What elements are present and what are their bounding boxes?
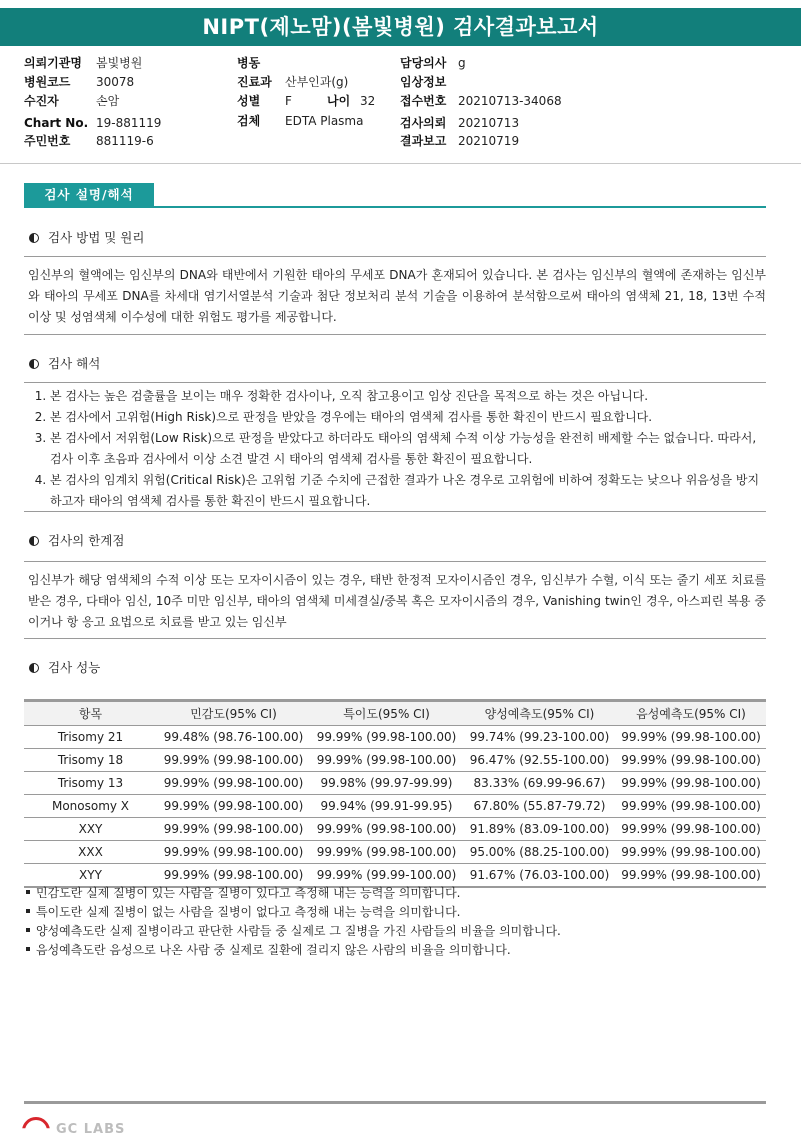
bullet-icon [26, 947, 30, 951]
method-text: 임신부의 혈액에는 임신부의 DNA와 태반에서 기원한 태아의 무세포 DNA가 혼재되어 있습니다. 본 검사는 임신부의 혈액에 존재하는 임신부와 태아의 무세포 DNA를 차세대 염기서열분석 기술과 첨단 정보처리 분석 기술을 이용하여 분석함으로써 태아의 염색체 21, 18, 13번 수적 이상 및 성염색체 이수성에 대한 위험도 평가를 제공합니다. [28, 268, 766, 324]
table-row [24, 841, 766, 864]
info-hospital-code: 병원코드 30078 [24, 75, 135, 89]
info-sex: 성별 F [237, 94, 292, 108]
info-ward: 병동 [237, 56, 261, 70]
table-row [24, 772, 766, 795]
table-cell: 95.00% (88.25-100.00) [463, 841, 616, 864]
performance-table [24, 699, 766, 888]
interpretation-list [28, 386, 764, 512]
interpretation-divider-top [24, 382, 766, 383]
info-receipt-no: 접수번호 20210713-34068 [400, 94, 562, 108]
table-row [24, 726, 766, 749]
table-row [24, 818, 766, 841]
table-cell: 99.99% (99.98-100.00) [310, 841, 463, 864]
table-row [24, 749, 766, 772]
table-cell: 99.99% (99.98-100.00) [157, 841, 310, 864]
half-circle-icon [29, 663, 39, 673]
table-cell: 99.99% (99.98-100.00) [616, 818, 766, 841]
info-patient-name: 수진자 손암 [24, 94, 120, 108]
info-resident-no: 주민번호 881119-6 [24, 134, 154, 148]
table-cell: 99.99% (99.98-100.00) [616, 726, 766, 749]
bullet-icon [26, 890, 30, 894]
column-header: 특이도(95% CI) [310, 701, 463, 726]
info-request-date: 검사의뢰 20210713 [400, 116, 520, 130]
limits-heading: 검사의 한계점 [29, 532, 124, 550]
table-cell: 99.99% (99.98-100.00) [157, 795, 310, 818]
note-item: 음성예측도란 음성으로 나온 사람 중 실제로 질환에 걸리지 않은 사람의 비율을 의미합니다. [26, 941, 766, 960]
table-cell: 99.94% (99.91-99.95) [310, 795, 463, 818]
table-cell: 99.99% (99.98-100.00) [616, 864, 766, 888]
table-cell: 83.33% (69.99-96.67) [463, 772, 616, 795]
bullet-icon [26, 909, 30, 913]
table-cell: 99.48% (98.76-100.00) [157, 726, 310, 749]
method-heading: 검사 방법 및 원리 [29, 229, 144, 247]
info-clinical: 임상정보 [400, 75, 447, 89]
table-cell: 99.99% (99.98-100.00) [616, 749, 766, 772]
section-underline [24, 206, 766, 208]
column-header: 양성예측도(95% CI) [463, 701, 616, 726]
table-cell: XXX [24, 841, 157, 864]
list-item: 1. 본 검사는 높은 검출률을 보이는 매우 정확한 검사이나, 오직 참고용이고 임상 진단을 목적으로 하는 것은 아닙니다. [50, 386, 764, 407]
half-circle-icon [29, 359, 39, 369]
table-cell: 99.99% (99.98-100.00) [310, 726, 463, 749]
method-divider-bottom [24, 334, 766, 335]
table-cell: 99.99% (99.98-100.00) [157, 772, 310, 795]
table-cell: 99.99% (99.98-100.00) [310, 818, 463, 841]
table-cell: Trisomy 21 [24, 726, 157, 749]
table-row [24, 795, 766, 818]
performance-heading: 검사 성능 [29, 659, 100, 677]
info-report-date: 결과보고 20210719 [400, 134, 520, 148]
bullet-icon [26, 928, 30, 932]
table-cell: 99.99% (99.98-100.00) [310, 749, 463, 772]
table-cell: 99.99% (99.98-100.00) [616, 795, 766, 818]
section-tab: 검사 설명/해석 [24, 183, 154, 206]
report-title: NIPT(제노맘)(봄빛병원) 검사결과보고서 [0, 8, 801, 46]
table-cell: Monosomy X [24, 795, 157, 818]
table-cell: 91.89% (83.09-100.00) [463, 818, 616, 841]
table-cell: 99.99% (99.99-100.00) [310, 864, 463, 888]
table-cell: XXY [24, 818, 157, 841]
info-physician: 담당의사 g [400, 56, 466, 70]
table-cell: 99.99% (99.98-100.00) [157, 864, 310, 888]
table-cell: 99.74% (99.23-100.00) [463, 726, 616, 749]
table-cell: 99.99% (99.98-100.00) [157, 749, 310, 772]
table-cell: 67.80% (55.87-79.72) [463, 795, 616, 818]
info-chart-no: Chart No. 19-881119 [24, 116, 162, 130]
list-item: 2. 본 검사에서 고위험(High Risk)으로 판정을 받았을 경우에는 태아의 염색체 검사를 통한 확진이 반드시 필요합니다. [50, 407, 764, 428]
info-age: 나이 32 [327, 94, 376, 108]
info-department: 진료과 산부인과(g) [237, 75, 349, 89]
info-institution: 의뢰기관명 봄빛병원 [24, 56, 143, 70]
table-cell: Trisomy 13 [24, 772, 157, 795]
column-header: 민감도(95% CI) [157, 701, 310, 726]
header-divider [0, 163, 801, 164]
column-header: 음성예측도(95% CI) [616, 701, 766, 726]
table-cell: XYY [24, 864, 157, 888]
table-cell: 99.99% (99.98-100.00) [157, 818, 310, 841]
patient-info [24, 54, 784, 154]
note-item: 특이도란 실제 질병이 없는 사람을 질병이 없다고 측정해 내는 능력을 의미합니다. [26, 903, 766, 922]
info-specimen: 검체 EDTA Plasma [237, 114, 364, 128]
note-item: 양성예측도란 실제 질병이라고 판단한 사람들 중 실제로 그 질병을 가진 사람들의 비율을 의미합니다. [26, 922, 766, 941]
table-header-row [24, 701, 766, 726]
limits-divider-top [24, 561, 766, 562]
interpretation-heading: 검사 해석 [29, 355, 100, 373]
limits-text: 임신부가 해당 염색체의 수적 이상 또는 모자이시즘이 있는 경우, 태반 한정적 모자이시즘인 경우, 임신부가 수혈, 이식 또는 줄기 세포 치료를 받은 경우, 다태아 임신, 10주 미만 임신부, 태아의 염색체 미세결실/중복 혹은 모자이시즘의 경우, Vanishing twin인 경우, 아스피린 복용 중이거나 항 응고 요법으로 치료를 받고 있는 임신부 [28, 573, 766, 629]
table-cell: 91.67% (76.03-100.00) [463, 864, 616, 888]
list-item: 3. 본 검사에서 저위험(Low Risk)으로 판정을 받았다고 하더라도 태아의 염색체 수적 이상 가능성을 완전히 배제할 수는 없습니다. 따라서, 검사 이후 초음파 검사에서 이상 소견 발견 시 태아의 염색체 검사를 통한 확진이 필요합니다. [50, 428, 764, 470]
table-cell: 99.99% (99.98-100.00) [616, 772, 766, 795]
table-cell: 99.98% (99.97-99.99) [310, 772, 463, 795]
table-cell: Trisomy 18 [24, 749, 157, 772]
interpretation-divider-bottom [24, 511, 766, 512]
table-cell: 99.99% (99.98-100.00) [616, 841, 766, 864]
list-item: 4. 본 검사의 임계치 위험(Critical Risk)은 고위험 기준 수치에 근접한 결과가 나온 경우로 고위험에 비하여 정확도는 낮으나 위음성을 방지하고자 태아의 염색체 검사를 통한 확진이 반드시 필요합니다. [50, 470, 764, 512]
half-circle-icon [29, 536, 39, 546]
note-item: 민감도란 실제 질병이 있는 사람을 질병이 있다고 측정해 내는 능력을 의미합니다. [26, 884, 766, 903]
footer-divider [24, 1101, 766, 1104]
column-header: 항목 [24, 701, 157, 726]
logo-icon [22, 1117, 50, 1145]
table-cell: 96.47% (92.55-100.00) [463, 749, 616, 772]
performance-notes [26, 884, 766, 960]
method-divider-top [24, 256, 766, 257]
half-circle-icon [29, 233, 39, 243]
limits-divider-bottom [24, 638, 766, 639]
footer-logo-text: GC LABS [56, 1122, 126, 1137]
